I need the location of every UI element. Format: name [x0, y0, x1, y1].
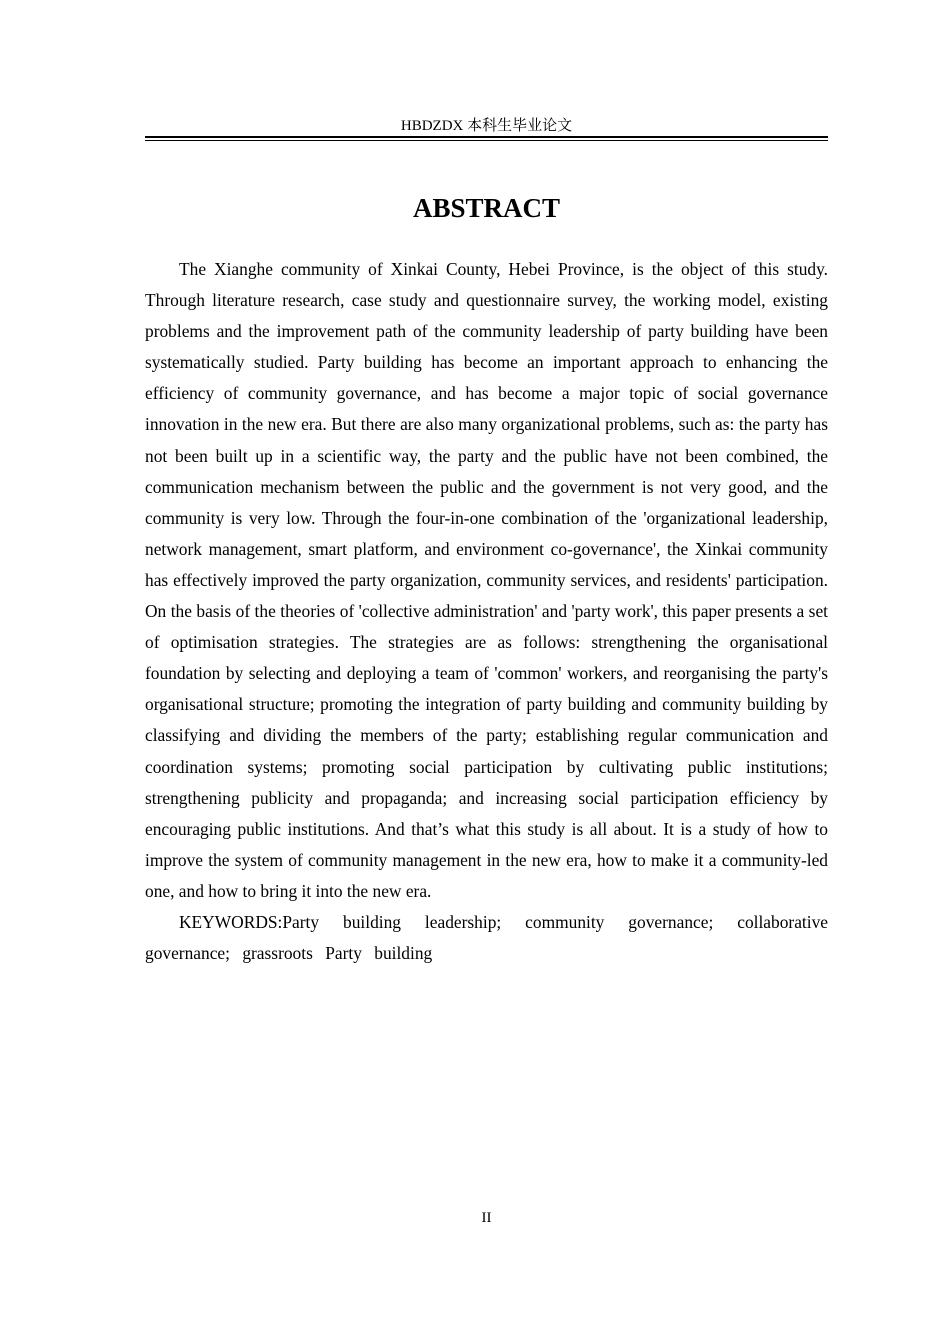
page-number: II	[481, 1210, 492, 1226]
keywords-line: KEYWORDS:Party building leadership; community governance; collaborative governance; grassroots Party building	[145, 911, 828, 964]
header-rule-thin	[145, 140, 828, 141]
abstract-title: ABSTRACT	[412, 193, 561, 223]
abstract-body	[145, 254, 828, 969]
running-header: HBDZDX 本科生毕业论文	[400, 118, 573, 134]
header-rule-thick	[145, 136, 828, 138]
abstract-paragraph: The Xianghe community of Xinkai County, Hebei Province, is the object of this study. Through literature research, case study and questionnaire survey, the working model, existing problems and the improvement path of the community leadership of party building have been systematically studied. Party building has become an important approach to enhancing the efficiency of community governance, and has become a major topic of social governance innovation in the new era. But there are also many organizational problems, such as: the party has not been built up in a scientific way, the party and the public have not been combined, the communication mechanism between the public and the government is not very good, and the community is very low. Through the four-in-one combination of the 'organizational leadership, network management, smart platform, and environment co-governance', the Xinkai community has effectively improved the party organization, community services, and residents' participation. On the basis of the theories of 'collective administration' and 'party work', this paper presents a set of optimisation strategies. The strategies are as follows: strengthening the organisational foundation by selecting and deploying a team of 'common' workers, and reorganising the party's organisational structure; promoting the integration of party building and community building by classifying and dividing the members of the party; establishing regular communication and coordination systems; promoting social participation by cultivating public institutions; strengthening publicity and propaganda; and increasing social participation efficiency by encouraging public institutions. And that’s what this study is all about. It is a study of how to improve the system of community management in the new era, how to make it a community-led one, and how to bring it into the new era.	[145, 259, 828, 901]
